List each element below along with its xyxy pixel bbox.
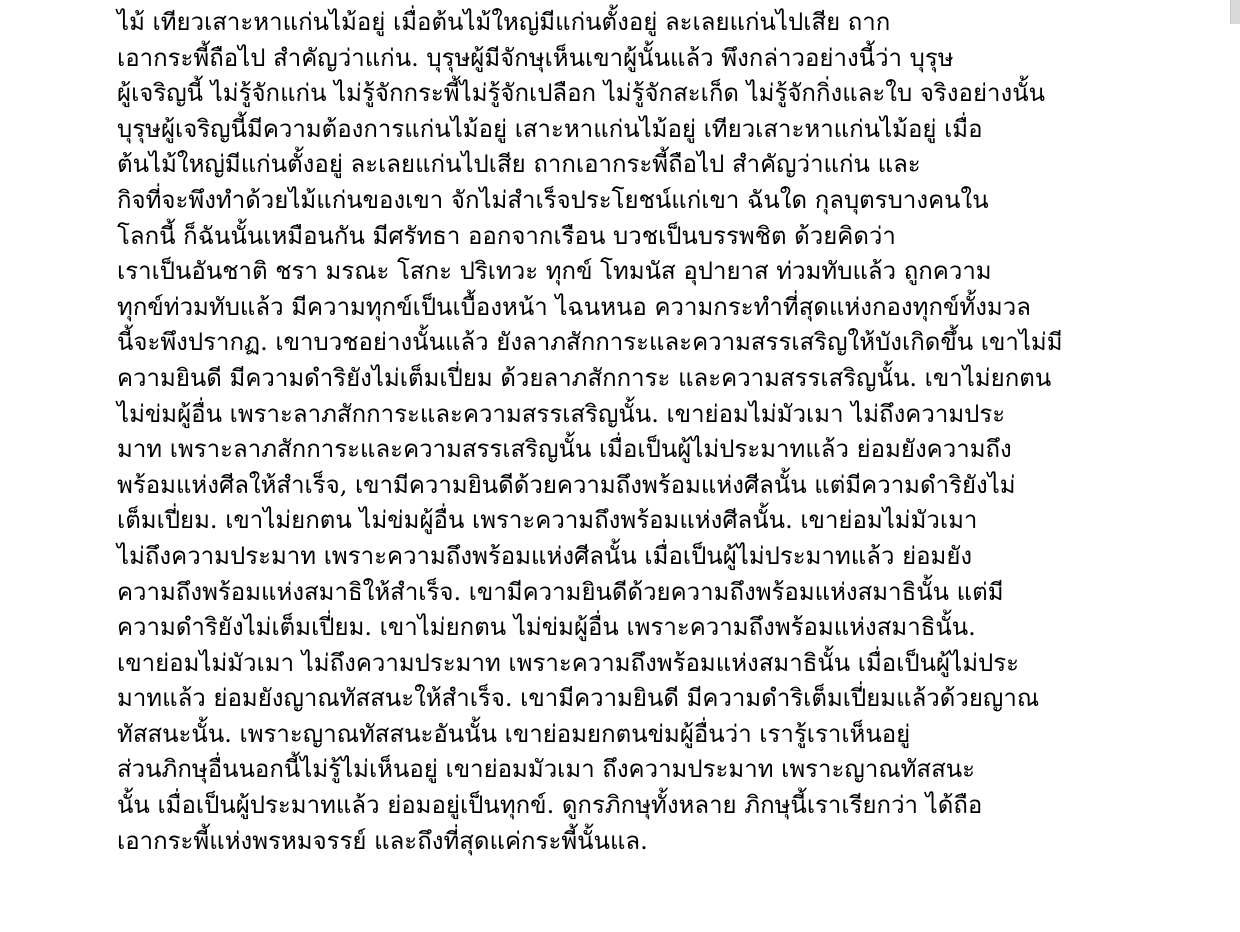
text-line: ต้นไม้ใหญ่มีแก่นตั้งอยู่ ละเลยแก่นไปเสีย ถากเอากระพี้ถือไป สำคัญว่าแก่น และ [117, 150, 921, 179]
text-line: ไม้ เทียวเสาะหาแก่นไม้อยู่ เมื่อต้นไม้ใหญ่มีแก่นตั้งอยู่ ละเลยแก่นไปเสีย ถาก [117, 8, 891, 36]
text-line: ความดำริยังไม่เต็มเปี่ยม. เขาไม่ยกตน ไม่ข่มผู้อื่น เพราะความถึงพร้อมแห่งสมาธินั้น. [117, 613, 976, 642]
text-line: พร้อมแห่งศีลให้สำเร็จ, เขามีความยินดีด้วยความถึงพร้อมแห่งศีลนั้น แต่มีความดำริยังไม่ [117, 470, 1016, 499]
text-line: เราเป็นอันชาติ ชรา มรณะ โสกะ ปริเทวะ ทุกข์ โทมนัส อุปายาส ท่วมทับแล้ว ถูกความ [117, 257, 992, 286]
text-line: กิจที่จะพึงทำด้วยไม้แก่นของเขา จักไม่สำเร็จประโยชน์แก่เขา ฉันใด กุลบุตรบางคนใน [117, 185, 989, 214]
text-line: เอากระพี้แห่งพรหมจรรย์ และถึงที่สุดแค่กระพี้นั้นแล. [117, 826, 648, 855]
text-line: โลกนี้ ก็ฉันนั้นเหมือนกัน มีศรัทธา ออกจากเรือน บวชเป็นบรรพชิต ด้วยคิดว่า [117, 221, 896, 250]
scrollbar-edge[interactable] [1230, 0, 1240, 24]
text-line: ทัสสนะนั้น. เพราะญาณทัสสนะอันนั้น เขาย่อมยกตนข่มผู้อื่นว่า เรารู้เราเห็นอยู่ [117, 719, 911, 748]
text-line: มาท เพราะลาภสักการะและความสรรเสริญนั้น เมื่อเป็นผู้ไม่ประมาทแล้ว ย่อมยังความถึง [117, 435, 1012, 464]
text-line: ความยินดี มีความดำริยังไม่เต็มเปี่ยม ด้วยลาภสักการะ และความสรรเสริญนั้น. เขาไม่ยกตน [117, 363, 1052, 392]
document-body [117, 5, 1227, 859]
text-line: ไม่ถึงความประมาท เพราะความถึงพร้อมแห่งศีลนั้น เมื่อเป็นผู้ไม่ประมาทแล้ว ย่อมยัง [117, 541, 973, 570]
text-line: เอากระพี้ถือไป สำคัญว่าแก่น. บุรุษผู้มีจักษุเห็นเขาผู้นั้นแล้ว พึงกล่าวอย่างนี้ว่า บุรุษ [117, 43, 954, 72]
text-line: นี้จะพึงปรากฏ. เขาบวชอย่างนั้นแล้ว ยังลาภสักการะและความสรรเสริญให้บังเกิดขึ้น เขาไม่มี [117, 328, 1063, 357]
text-line: ทุกข์ท่วมทับแล้ว มีความทุกข์เป็นเบื้องหน้า ไฉนหนอ ความกระทำที่สุดแห่งกองทุกข์ทั้งมวล [117, 292, 1031, 321]
text-line: ส่วนภิกษุอื่นนอกนี้ไม่รู้ไม่เห็นอยู่ เขาย่อมมัวเมา ถึงความประมาท เพราะญาณทัสสนะ [117, 755, 976, 784]
text-line: ความถึงพร้อมแห่งสมาธิให้สำเร็จ. เขามีความยินดีด้วยความถึงพร้อมแห่งสมาธินั้น แต่มี [117, 577, 1004, 606]
text-line: ผู้เจริญนี้ ไม่รู้จักแก่น ไม่รู้จักกระพี้ไม่รู้จักเปลือก ไม่รู้จักสะเก็ด ไม่รู้จักกิ่งและใบ จริงอย่างนั้น [117, 79, 1046, 108]
text-line: นั้น เมื่อเป็นผู้ประมาทแล้ว ย่อมอยู่เป็นทุกข์. ดูกรภิกษุทั้งหลาย ภิกษุนี้เราเรียกว่า ได้ถือ [117, 791, 983, 820]
text-line: บุรุษผู้เจริญนี้มีความต้องการแก่นไม้อยู่ เสาะหาแก่นไม้อยู่ เทียวเสาะหาแก่นไม้อยู่ เมื่อ [117, 114, 983, 143]
text-line: มาทแล้ว ย่อมยังญาณทัสสนะให้สำเร็จ. เขามีความยินดี มีความดำริเต็มเปี่ยมแล้วด้วยญาณ [117, 684, 1040, 713]
text-line: เต็มเปี่ยม. เขาไม่ยกตน ไม่ข่มผู้อื่น เพราะความถึงพร้อมแห่งศีลนั้น. เขาย่อมไม่มัวเมา [117, 506, 978, 535]
text-line: ไม่ข่มผู้อื่น เพราะลาภสักการะและความสรรเสริญนั้น. เขาย่อมไม่มัวเมา ไม่ถึงความประ [117, 399, 1006, 428]
text-line: เขาย่อมไม่มัวเมา ไม่ถึงความประมาท เพราะความถึงพร้อมแห่งสมาธินั้น เมื่อเป็นผู้ไม่ประ [117, 648, 1020, 677]
